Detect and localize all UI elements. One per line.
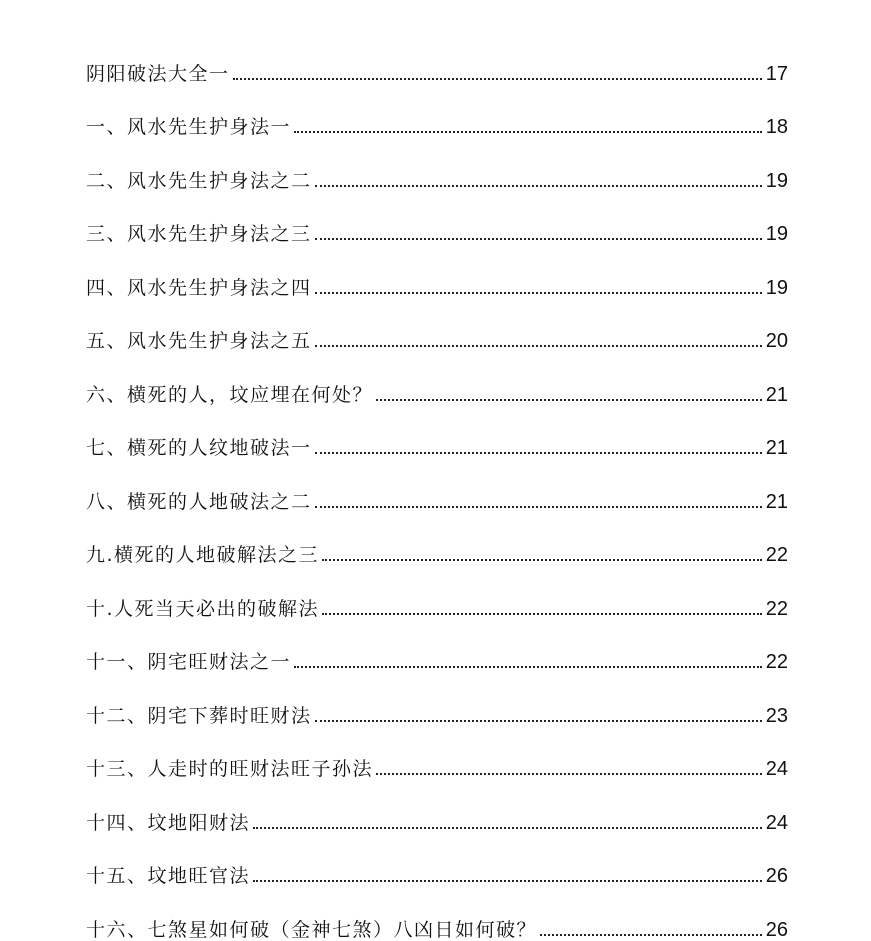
toc-leader-dots <box>315 345 762 347</box>
toc-leader-dots <box>294 666 762 668</box>
toc-entry-title: 十一、阴宅旺财法之一 <box>86 651 292 673</box>
toc-entry-title: 九.横死的人地破解法之三 <box>86 544 320 566</box>
toc-leader-dots <box>253 827 762 829</box>
toc-entry <box>86 779 788 833</box>
toc-leader-dots <box>253 880 762 882</box>
toc-entry-page: 19 <box>765 276 788 299</box>
toc-leader-dots <box>315 506 762 508</box>
toc-entry <box>86 30 788 84</box>
toc-entry-page: 19 <box>765 223 788 245</box>
toc-entry-page: 26 <box>765 865 788 887</box>
toc-leader-dots <box>233 78 762 80</box>
toc-entry-title: 三、风水先生护身法之三 <box>86 223 312 245</box>
toc-entry <box>86 191 788 245</box>
toc-entry <box>86 298 788 352</box>
toc-entry <box>86 565 788 619</box>
toc-leader-dots <box>315 720 762 722</box>
toc-leader-dots <box>315 238 762 240</box>
toc-entry-title: 四、风水先生护身法之四 <box>86 276 312 299</box>
toc-leader-dots <box>376 399 762 401</box>
toc-entry <box>86 351 788 405</box>
toc-leader-dots <box>322 559 762 561</box>
toc-entry-page: 22 <box>765 597 788 620</box>
toc-entry-page: 26 <box>765 918 788 941</box>
toc-entry-title: 十四、坟地阳财法 <box>86 811 251 834</box>
toc-entry-title: 十三、人走时的旺财法旺子孙法 <box>86 758 374 780</box>
toc-entry <box>86 833 788 887</box>
toc-entry-title: 二、风水先生护身法之二 <box>86 169 312 192</box>
toc-entry-page: 23 <box>765 704 788 727</box>
toc-entry-page: 17 <box>765 62 788 85</box>
toc-entry-page: 22 <box>765 544 788 566</box>
toc-entry-page: 24 <box>765 758 788 780</box>
toc-leader-dots <box>294 131 762 133</box>
toc-entry <box>86 726 788 780</box>
toc-entry-title: 阴阳破法大全一 <box>86 62 230 85</box>
toc-entry-title: 一、风水先生护身法一 <box>86 116 292 138</box>
toc-entry-page: 20 <box>765 330 788 352</box>
toc-leader-dots <box>315 452 762 454</box>
toc-entry <box>86 619 788 673</box>
toc-leader-dots <box>315 185 762 187</box>
toc-entry <box>86 137 788 191</box>
toc-entry-page: 21 <box>765 383 788 406</box>
toc-leader-dots <box>322 613 762 615</box>
toc-entry-title: 八、横死的人地破法之二 <box>86 490 312 513</box>
toc-entry-title: 七、横死的人纹地破法一 <box>86 437 312 459</box>
toc-entry <box>86 672 788 726</box>
toc-entry <box>86 512 788 566</box>
toc-entry-title: 十二、阴宅下葬时旺财法 <box>86 704 312 727</box>
toc-entry-page: 21 <box>765 490 788 513</box>
toc-entry-title: 十.人死当天必出的破解法 <box>86 597 320 620</box>
toc-entry <box>86 405 788 459</box>
toc-entry-title: 十五、坟地旺官法 <box>86 865 251 887</box>
toc-entry-title: 十六、七煞星如何破（金神七煞）八凶日如何破？ <box>86 918 538 941</box>
table-of-contents <box>86 30 788 940</box>
toc-entry <box>86 458 788 512</box>
toc-entry-title: 五、风水先生护身法之五 <box>86 330 312 352</box>
toc-entry-page: 22 <box>765 651 788 673</box>
toc-leader-dots <box>315 292 762 294</box>
toc-entry <box>86 84 788 138</box>
toc-entry-page: 24 <box>765 811 788 834</box>
toc-leader-dots <box>376 773 762 775</box>
toc-leader-dots <box>540 934 762 936</box>
toc-entry-title: 六、横死的人，坟应埋在何处？ <box>86 383 374 406</box>
toc-entry-page: 21 <box>765 437 788 459</box>
toc-entry-page: 19 <box>765 169 788 192</box>
toc-entry <box>86 886 788 940</box>
toc-entry-page: 18 <box>765 116 788 138</box>
toc-entry <box>86 244 788 298</box>
